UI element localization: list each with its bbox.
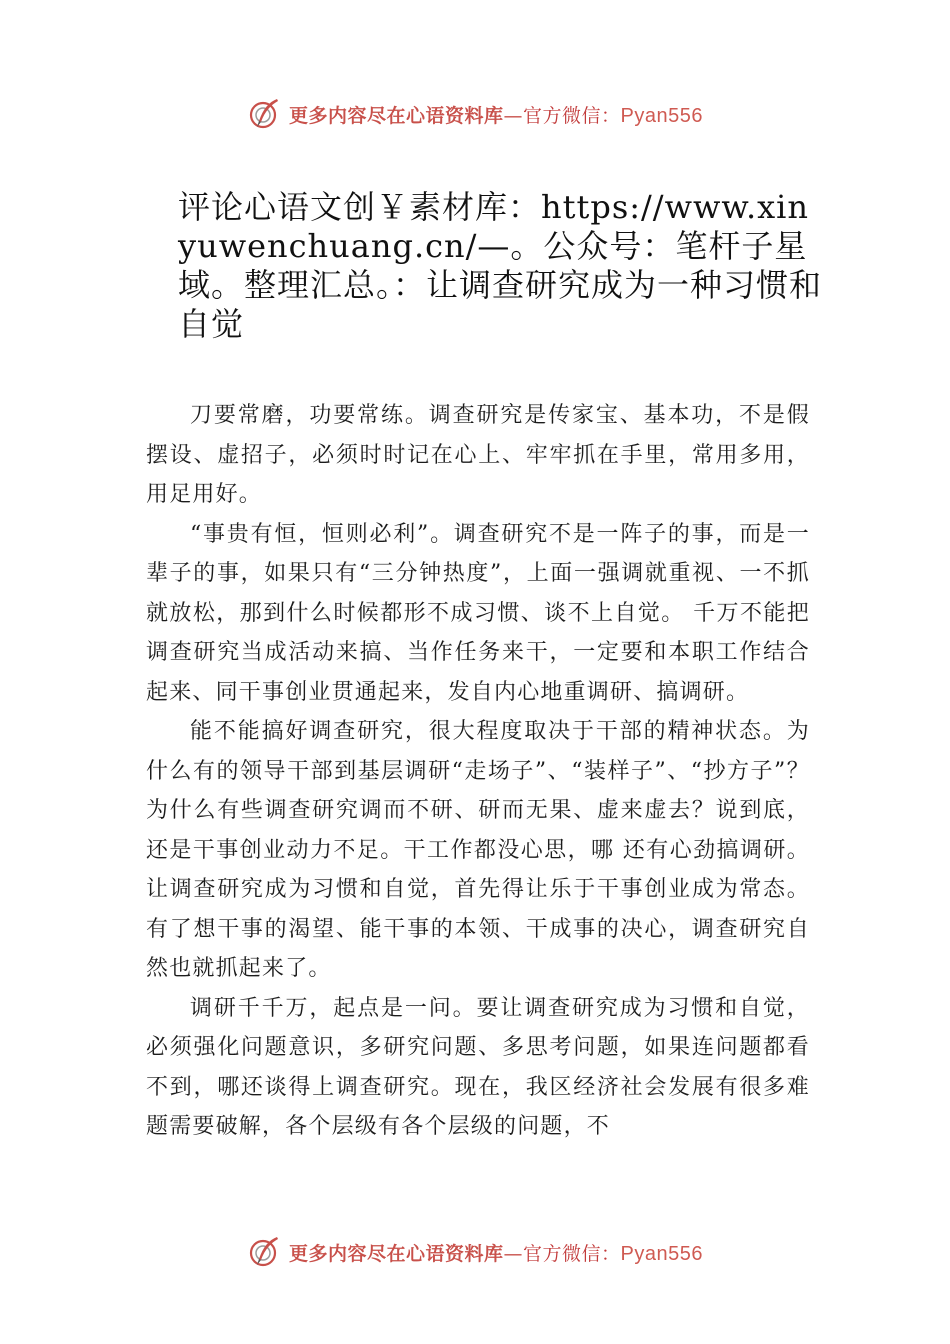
header-banner-wechat-label: 官方微信： — [523, 104, 621, 127]
paragraph: 调研千千万，起点是一问。要让调查研究成为习惯和自觉，必须强化问题意识，多研究问题、多思考问题，如果连问题都看不到，哪还谈得上调查研究。现在，我区经济社会发展有很多难题需要破解，各个层级有各个层级的问题，不 — [146, 995, 810, 1139]
header-banner — [0, 94, 950, 134]
paragraph: “事贵有恒，恒则必利”。调查研究不是一阵子的事，而是一辈子的事，如果只有“三分钟热度”，上面一强调就重视、一不抓就放松，那到什么时候都形不成习惯、谈不上自觉。 千万不能把调查研究当成活动来搞、当作任务来干，一定要和本职工作结合起来、同干事创业贯通起来，发自内心地重调研、搞调研。 — [146, 521, 810, 705]
document-title: 评论心语文创￥素材库：https://www.xinyuwenchuang.cn/—。公众号：笔杆子星域。整理汇总。：让调查研究成为一种习惯和自觉 — [178, 188, 823, 343]
header-banner-main: 更多内容尽在心语资料库 — [289, 104, 504, 127]
header-banner-wechat-id: Pyan556 — [620, 104, 703, 127]
footer-banner-text — [289, 1239, 703, 1266]
footer-banner-main: 更多内容尽在心语资料库 — [289, 1242, 504, 1265]
paragraph: 刀要常磨，功要常练。调查研究是传家宝、基本功，不是假摆设、虚招子，必须时时记在心上、牢牢抓在手里，常用多用，用足用好。 — [146, 403, 810, 507]
header-banner-text — [289, 101, 703, 128]
document-body — [146, 396, 810, 1147]
footer-banner-separator: — — [503, 1242, 524, 1265]
paragraph: 能不能搞好调查研究，很大程度取决于干部的精神状态。为什么有的领导干部到基层调研“走场子”、“装样子”、“抄方子”？为什么有些调查研究调而不研、研而无果、虚来虚去？说到底，还是干事创业动力不足。干工作都没心思，哪 还有心劲搞调研。让调查研究成为习惯和自觉，首先得让乐于干事创业成为常态。有了想干事的渴望、能干事的本领、干成事的决心，调查研究自然也就抓起来了。 — [146, 719, 810, 981]
footer-banner — [0, 1232, 950, 1272]
footer-banner-wechat-id: Pyan556 — [620, 1242, 703, 1265]
quill-logo-icon — [247, 96, 283, 132]
quill-logo-icon — [247, 1234, 283, 1270]
footer-banner-wechat-label: 官方微信： — [523, 1242, 621, 1265]
header-banner-separator: — — [503, 104, 524, 127]
